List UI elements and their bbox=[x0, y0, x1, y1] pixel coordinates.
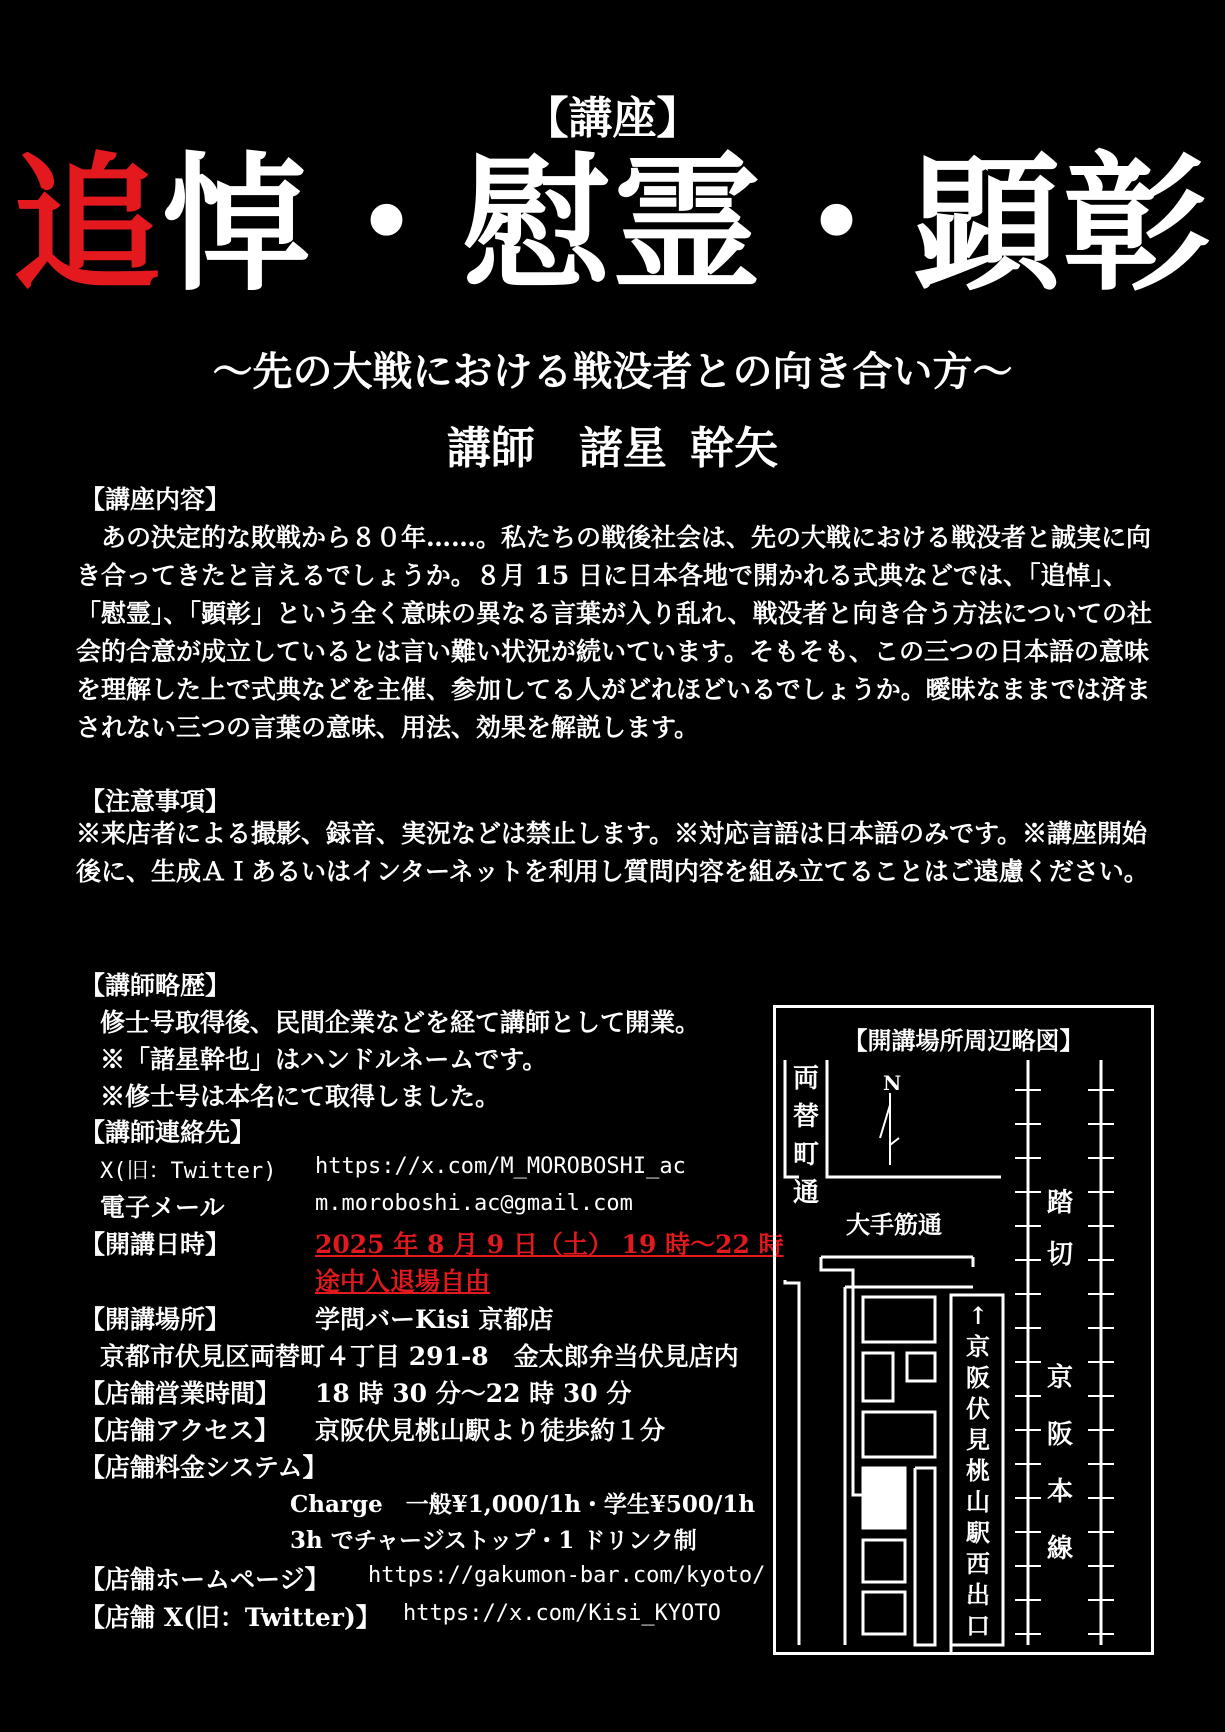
venue-name: 学問バーKisi 京都店 bbox=[315, 1305, 554, 1334]
title-rest: 悼・慰霊・顕彰 bbox=[162, 137, 1213, 311]
notice-text: ※来店者による撮影、録音、実況などは禁止します。※対応言語は日本語のみです。※講座開始後に、生成ＡＩあるいはインターネットを利用し質問内容を組み立てることはご遠慮ください。 bbox=[76, 819, 1149, 886]
contact-heading: 【講師連絡先】 bbox=[80, 1118, 256, 1147]
crossing-label: 踏切 bbox=[1046, 1188, 1073, 1270]
x-link[interactable]: https://x.com/M_MOROBOSHI_ac bbox=[315, 1154, 686, 1179]
otesuji-street-label: 大手筋通 bbox=[846, 1210, 942, 1239]
pricing-line: Charge 一般¥1,000/1h・学生¥500/1h bbox=[290, 1491, 756, 1518]
station-exit-label: ↑京阪伏見桃山駅 西出口 bbox=[966, 1301, 990, 1640]
hours-value: 18 時 30 分～22 時 30 分 bbox=[315, 1379, 632, 1408]
profile-line: ※修士号は本名にて取得しました。 bbox=[100, 1082, 501, 1111]
mail-label: 電子メール bbox=[100, 1193, 225, 1222]
profile-line: ※「諸星幹也」はハンドルネームです。 bbox=[100, 1045, 548, 1074]
content-text: あの決定的な敗戦から８０年……。私たちの戦後社会は、先の大戦における戦没者と誠実に向き合ってきたと言えるでしょうか。８月 15 日に日本各地で開かれる式典などでは、「追悼」、「慰霊」、「顕彰」という全く意味の異なる言葉が入り乱れ、戦没者と向き合う方法についての社会的合意が成立しているとは言い難い状況が続いています。そもそも、この三つの日本語の意味を理解した上で式典などを主催、参加してる人がどれほどいるでしょうか。曖昧なままでは済まされない三つの言葉の意味、用法、効果を解説します。 bbox=[76, 523, 1153, 742]
pricing-line: 3h でチャージストップ・1 ドリンク制 bbox=[290, 1527, 697, 1554]
content-heading: 【講座内容】 bbox=[80, 485, 231, 514]
free-entry-note: 途中入退場自由 bbox=[315, 1267, 491, 1296]
kouza-label: 【講座】 bbox=[524, 93, 701, 144]
ryogaemachi-street-label: 両替町通 bbox=[792, 1064, 819, 1208]
datetime-heading: 【開講日時】 bbox=[80, 1230, 231, 1259]
title-first-char: 追 bbox=[12, 137, 163, 311]
x-label: X(旧：Twitter) bbox=[100, 1159, 277, 1184]
profile-heading: 【講師略歴】 bbox=[80, 971, 231, 1000]
pricing-heading: 【店舗料金システム】 bbox=[80, 1453, 328, 1482]
notice-heading: 【注意事項】 bbox=[80, 787, 231, 816]
venue-heading: 【開講場所】 bbox=[80, 1305, 231, 1334]
hours-heading: 【店舗営業時間】 bbox=[80, 1379, 281, 1408]
area-map bbox=[773, 1005, 1154, 1655]
subtitle: ～先の大戦における戦没者との向き合い方～ bbox=[212, 348, 1013, 395]
venue-address: 京都市伏見区両替町４丁目 291-8 金太郎弁当伏見店内 bbox=[100, 1342, 739, 1371]
map-title: 【開講場所周辺略図】 bbox=[843, 1026, 1084, 1055]
lecturer-name: 講師 諸星 幹矢 bbox=[446, 423, 779, 474]
access-value: 京阪伏見桃山駅より徒歩約１分 bbox=[315, 1416, 666, 1445]
homepage-link[interactable]: https://gakumon-bar.com/kyoto/ bbox=[368, 1563, 766, 1588]
datetime-value: 2025 年 8 月 9 日（土） 19 時～22 時 bbox=[315, 1230, 784, 1259]
store-x-link[interactable]: https://x.com/Kisi_KYOTO bbox=[403, 1601, 721, 1626]
homepage-heading: 【店舗ホームページ】 bbox=[80, 1565, 330, 1594]
profile-line: 修士号取得後、民間企業などを経て講師として開業。 bbox=[100, 1008, 701, 1037]
page-title bbox=[0, 137, 1225, 311]
keihan-line-label: 京阪本線 bbox=[1046, 1363, 1073, 1564]
mail-link[interactable]: m.moroboshi.ac@gmail.com bbox=[315, 1191, 633, 1216]
store-x-heading: 【店舗 X(旧：Twitter)】 bbox=[80, 1603, 381, 1632]
north-label: N bbox=[883, 1071, 902, 1095]
access-heading: 【店舗アクセス】 bbox=[80, 1416, 280, 1445]
